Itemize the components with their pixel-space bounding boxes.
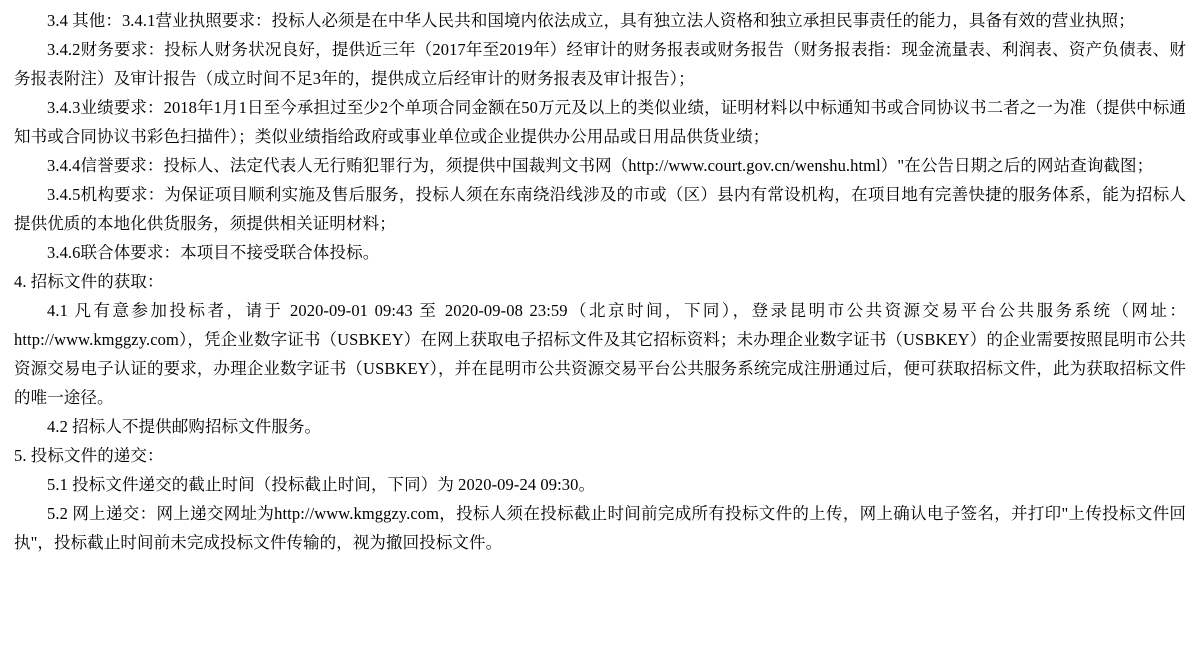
paragraph-clause-3-4-4-reputation: 3.4.4信誉要求：投标人、法定代表人无行贿犯罪行为，须提供中国裁判文书网（http://www.court.gov.cn/wenshu.html）"在公告日期之后的网站查询截图； xyxy=(47,156,1154,175)
paragraph-clause-3-4-3-performance: 3.4.3业绩要求：2018年1月1日至今承担过至少2个单项合同金额在50万元及以上的类似业绩，证明材料以中标通知书或合同协议书二者之一为准（提供中标通知书或合同协议书彩色扫描件）；类似业绩指给政府或事业单位或企业提供办公用品或日用品供货业绩； xyxy=(14,98,1186,146)
paragraph-clause-3-4-other: 3.4 其他：3.4.1营业执照要求：投标人必须是在中华人民共和国境内依法成立，具有独立法人资格和独立承担民事责任的能力，具备有效的营业执照； xyxy=(47,11,1135,30)
paragraph-clause-5-1-deadline: 5.1 投标文件递交的截止时间（投标截止时间，下同）为 2020-09-24 09:30。 xyxy=(47,475,596,494)
paragraph-clause-3-4-5-organization: 3.4.5机构要求：为保证项目顺利实施及售后服务，投标人须在东南绕沿线涉及的市或（区）县内有常设机构，在项目地有完善快捷的服务体系，能为招标人提供优质的本地化供货服务，须提供相关证明材料； xyxy=(14,185,1186,233)
paragraph-clause-3-4-6-consortium: 3.4.6联合体要求：本项目不接受联合体投标。 xyxy=(47,243,380,262)
paragraph-clause-4-1-acquire: 4.1 凡有意参加投标者，请于 2020-09-01 09:43 至 2020-09-08 23:59（北京时间，下同），登录昆明市公共资源交易平台公共服务系统（网址：http://www.kmggzy.com），凭企业数字证书（USBKEY）在网上获取电子招标文件及其它招标资料；未办理企业数字证书（USBKEY）的企业需要按照昆明市公共资源交易电子认证的要求，办理企业数字证书（USBKEY），并在昆明市公共资源交易平台公共服务系统完成注册通过后，便可获取招标文件，此为获取招标文件的唯一途径。 xyxy=(14,301,1186,407)
paragraph-clause-3-4-2-finance: 3.4.2财务要求：投标人财务状况良好，提供近三年（2017年至2019年）经审计的财务报表或财务报告（财务报表指：现金流量表、利润表、资产负债表、财务报表附注）及审计报告（成立时间不足3年的，提供成立后经审计的财务报表及审计报告）； xyxy=(14,40,1186,88)
heading-section-4: 4. 招标文件的获取： xyxy=(14,272,164,291)
paragraph-clause-5-2-online: 5.2 网上递交：网上递交网址为http://www.kmggzy.com，投标人须在投标截止时间前完成所有投标文件的上传，网上确认电子签名，并打印"上传投标文件回执"，投标截止时间前未完成投标文件传输的，视为撤回投标文件。 xyxy=(14,504,1186,552)
paragraph-clause-4-2-no-mail: 4.2 招标人不提供邮购招标文件服务。 xyxy=(47,417,322,436)
heading-section-5: 5. 投标文件的递交： xyxy=(14,446,164,465)
